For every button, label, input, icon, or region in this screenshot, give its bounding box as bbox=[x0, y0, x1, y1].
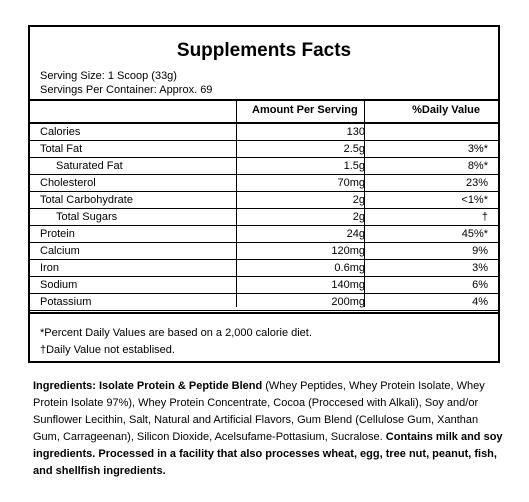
servings-per-container: Servings Per Container: Approx. 69 bbox=[40, 84, 213, 96]
nutrient-name: Cholesterol bbox=[40, 177, 96, 189]
nutrient-daily-value: 8%* bbox=[467, 160, 488, 172]
nutrient-name: Calcium bbox=[40, 245, 80, 257]
nutrient-daily-value: 9% bbox=[472, 245, 488, 257]
nutrient-name: Total Carbohydrate bbox=[40, 194, 133, 206]
nutrient-amount: 24g bbox=[346, 228, 365, 240]
supplement-facts-panel bbox=[28, 25, 500, 363]
footnote-not-established: †Daily Value not establised. bbox=[40, 344, 175, 356]
nutrient-name: Total Sugars bbox=[56, 211, 118, 223]
table-row bbox=[30, 243, 498, 260]
nutrient-daily-value: 45%* bbox=[461, 228, 488, 240]
table-row bbox=[30, 158, 498, 175]
header-top-rule bbox=[30, 99, 498, 101]
nutrient-daily-value: 3%* bbox=[467, 143, 488, 155]
nutrient-name: Total Fat bbox=[40, 143, 83, 155]
nutrient-daily-value: 6% bbox=[472, 279, 488, 291]
nutrient-name: Protein bbox=[40, 228, 75, 240]
nutrient-amount: 0.6mg bbox=[334, 262, 365, 274]
table-row bbox=[30, 175, 498, 192]
nutrient-amount: 2g bbox=[352, 211, 365, 223]
allergen-statement: Contains milk and soy ingredients. Processed in a facility that also processes wheat, egg, tree nut, peanut, fish, and shellfish ingredients. bbox=[33, 431, 503, 477]
nutrient-name: Iron bbox=[40, 262, 59, 274]
ingredients-list: (Whey Peptides, Whey Protein Isolate, Whey Protein Isolate 97%), Whey Protein Concentrate, Cocoa (Proccesed with Alkali), Soy and/or Sunflower Lecithin, Salt, Natural and Artificial Flavors, Gum Blend (Cellulose Gum, Xanthan Gum, Carrageenan), Silicon Dioxide, Acelsufame-Pottasium, Sucralose. bbox=[33, 380, 485, 443]
footnote-rule bbox=[30, 312, 498, 314]
table-row bbox=[30, 294, 498, 311]
table-row bbox=[30, 141, 498, 158]
ingredients-label: Ingredients: Isolate Protein & Peptide Blend bbox=[33, 380, 263, 392]
table-row bbox=[30, 277, 498, 294]
nutrient-daily-value: <1%* bbox=[461, 194, 488, 206]
nutrient-amount: 130 bbox=[346, 126, 365, 138]
header-amount: Amount Per Serving bbox=[252, 104, 358, 116]
nutrient-amount: 70mg bbox=[337, 177, 365, 189]
table-row bbox=[30, 124, 498, 141]
header-daily-value: %Daily Value bbox=[412, 104, 480, 116]
nutrient-amount: 2g bbox=[352, 194, 365, 206]
nutrient-name: Sodium bbox=[40, 279, 78, 291]
nutrient-daily-value: 3% bbox=[472, 262, 488, 274]
nutrient-daily-value: † bbox=[481, 211, 488, 223]
table-row bbox=[30, 209, 498, 226]
nutrient-amount: 1.5g bbox=[343, 160, 365, 172]
nutrient-amount: 120mg bbox=[331, 245, 365, 257]
nutrient-amount: 200mg bbox=[331, 296, 365, 308]
nutrient-table bbox=[30, 124, 498, 311]
nutrient-name: Potassium bbox=[40, 296, 92, 308]
nutrient-amount: 140mg bbox=[331, 279, 365, 291]
serving-size: Serving Size: 1 Scoop (33g) bbox=[40, 70, 177, 82]
nutrient-daily-value: 4% bbox=[472, 296, 488, 308]
footnote-daily-values: *Percent Daily Values are based on a 2,000 calorie diet. bbox=[40, 327, 312, 339]
nutrient-name: Calories bbox=[40, 126, 81, 138]
table-row bbox=[30, 260, 498, 277]
ingredients-text bbox=[33, 378, 503, 480]
nutrient-daily-value: 23% bbox=[465, 177, 488, 189]
panel-title: Supplements Facts bbox=[176, 40, 352, 61]
nutrient-amount: 2.5g bbox=[343, 143, 365, 155]
nutrient-name: Saturated Fat bbox=[56, 160, 123, 172]
table-row bbox=[30, 226, 498, 243]
table-row bbox=[30, 192, 498, 209]
